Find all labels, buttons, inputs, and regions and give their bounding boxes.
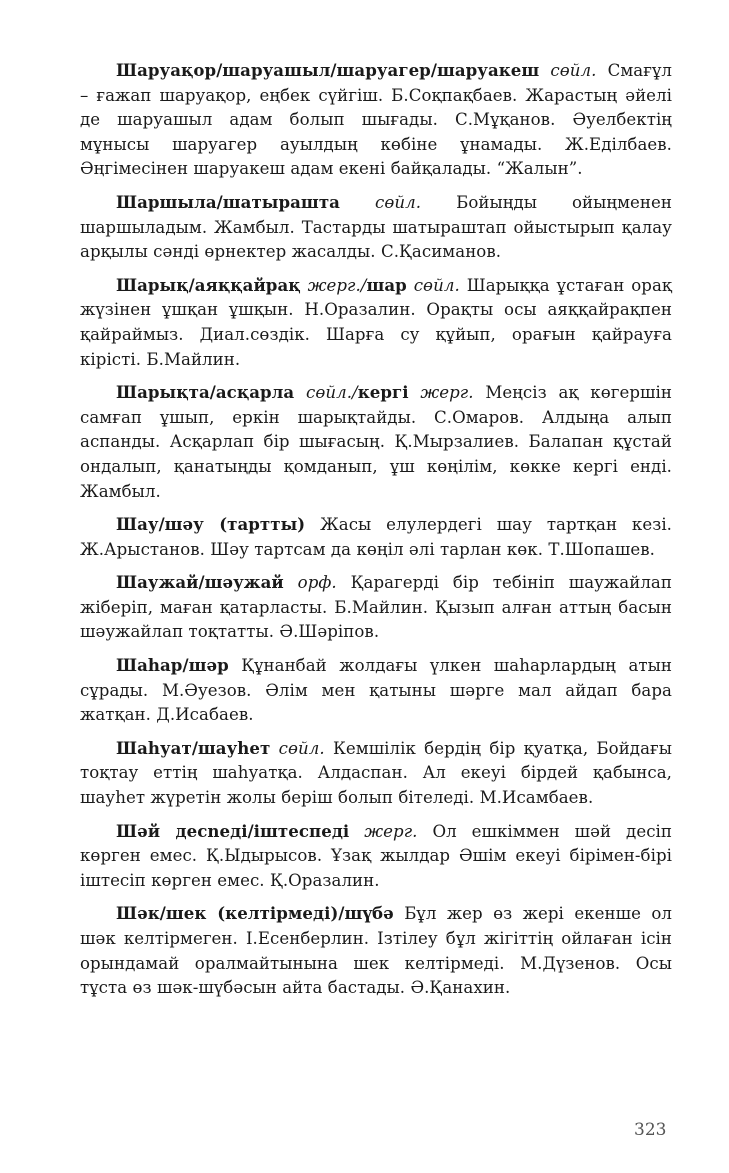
entry-examples: Кемшілік бердің бір қуатқа, Бойдағы тоқтау еттің шаһуатқа. Алдаспан. Ал екеуі бірдей қабынса, шауһет жүретін жолы беріш болып бітеледі. М.Исамбаев. (80, 738, 673, 808)
entry-examples: Қарагерді бір тебініп шаужайлап жіберіп, маған қатарласты. Б.Майлин. Қызып алған аттың басын шәужайлап тоқтатты. Ә.Шәріпов. (80, 573, 672, 642)
dictionary-entry (80, 273, 672, 372)
dictionary-entry (80, 190, 672, 265)
entry-examples: Смағұл – ғажап шаруақор, еңбек сүйгіш. Б.Соқпақбаев. Жарастың әйелі де шаруашыл адам болып шығады. С.Мұқанов. Әуелбектің мұнысы шаруагер ауылдың көбіне ұнамады. Ж.Еділбаев. Әңгімесінен шаруакеш адам екені байқалады. “Жалын”. (80, 61, 672, 179)
entry-examples: Ол ешкіммен шәй десіп көрген емес. Қ.Ыдырысов. Ұзақ жылдар Әшім екеуі бірімен-бірі іштесіп көрген емес. Қ.Оразалин. (80, 821, 673, 890)
entry-headword: Шаһар/шәр (116, 655, 229, 676)
dictionary-entry (80, 736, 672, 811)
entry-examples: Меңсіз ақ көгершін самғап ұшып, еркін шарықтайды. С.Омаров. Алдыңа алып аспанды. Асқарлап бір шығасың. Қ.Мырзалиев. Балапан құстай ондалып, қанатыңды қомданып, ұш көңілім, көкке кергі енді. Жамбыл. (80, 383, 672, 501)
entry-headword: Шарықта/асқарла (116, 382, 295, 403)
usage-label: сөйл./ (306, 383, 358, 403)
usage-label: жерг./ (307, 275, 367, 295)
usage-label: орф. (297, 573, 337, 593)
usage-label: сөйл. (550, 61, 597, 80)
entry-examples: Жасы елулердегі шау тартқан кезі. Ж.Арыстанов. Шәу тартсам да көңіл әлі тарлан көк. Т.Шопашев. (80, 515, 673, 559)
dictionary-page (80, 58, 672, 1009)
entry-headword-variant: шар (366, 274, 407, 295)
entry-headword: Шаруақор/шаруашыл/шаруагер/шаруакеш (116, 60, 540, 80)
entry-headword-variant: кергі (357, 382, 409, 403)
entry-headword: Шәк/шек (келтірмеді)/шүбә (116, 903, 394, 924)
entry-examples: Бұл жер өз жері екенше ол шәк келтірмеген. І.Есенберлин. Ізтілеу бұл жігіттің ойлаған ісін орындамай оралмайтынына шек келтірмеді. М.Дүзенов. Осы тұста өз шәк-шүбәсын айта бастады. Ә.Қанахин. (80, 904, 672, 998)
dictionary-entry (80, 58, 672, 182)
usage-label: сөйл. (413, 275, 460, 295)
dictionary-entry (80, 512, 672, 562)
entry-examples: Құнанбай жолдағы үлкен шаһарлардың атын сұрады. М.Әуезов. Әлім мен қатыны шәрге мал айдап бара жатқан. Д.Исабаев. (80, 656, 672, 725)
usage-label: сөйл. (278, 738, 325, 758)
usage-label: жерг. (420, 383, 474, 403)
entry-headword: Шаужай/шәужай (116, 572, 284, 593)
usage-label: жерг. (364, 821, 418, 841)
entry-headword: Шаһуат/шауһет (116, 737, 271, 758)
entry-headword: Шәй десnеді/іштеспеді (116, 820, 350, 841)
dictionary-entry (80, 901, 672, 1000)
dictionary-entry (80, 570, 672, 645)
dictionary-entry (80, 380, 672, 504)
entry-headword: Шау/шәу (тартты) (116, 514, 306, 535)
page-number: 323 (634, 1120, 667, 1140)
entry-examples: Бойыңды ойыңменен шаршыладым. Жамбыл. Тастарды шатыраштап ойыстырып қалау арқылы сәнді өрнектер жасалды. С.Қасиманов. (80, 192, 673, 262)
entry-headword: Шаршыла/шатыраштa (116, 191, 340, 212)
dictionary-entry (80, 653, 672, 728)
dictionary-entry (80, 819, 672, 894)
usage-label: сөйл. (375, 192, 422, 212)
entry-headword: Шарық/аяққайрақ (116, 274, 301, 295)
entry-examples: Шарыққа ұстаған орақ жүзінен ұшқан ұшқын. Н.Оразалин. Орақты осы аяққайрақпен қайраймыз. Диал.сөздік. Шарға су құйып, орағын қайрауға кірісті. Б.Майлин. (80, 275, 673, 369)
